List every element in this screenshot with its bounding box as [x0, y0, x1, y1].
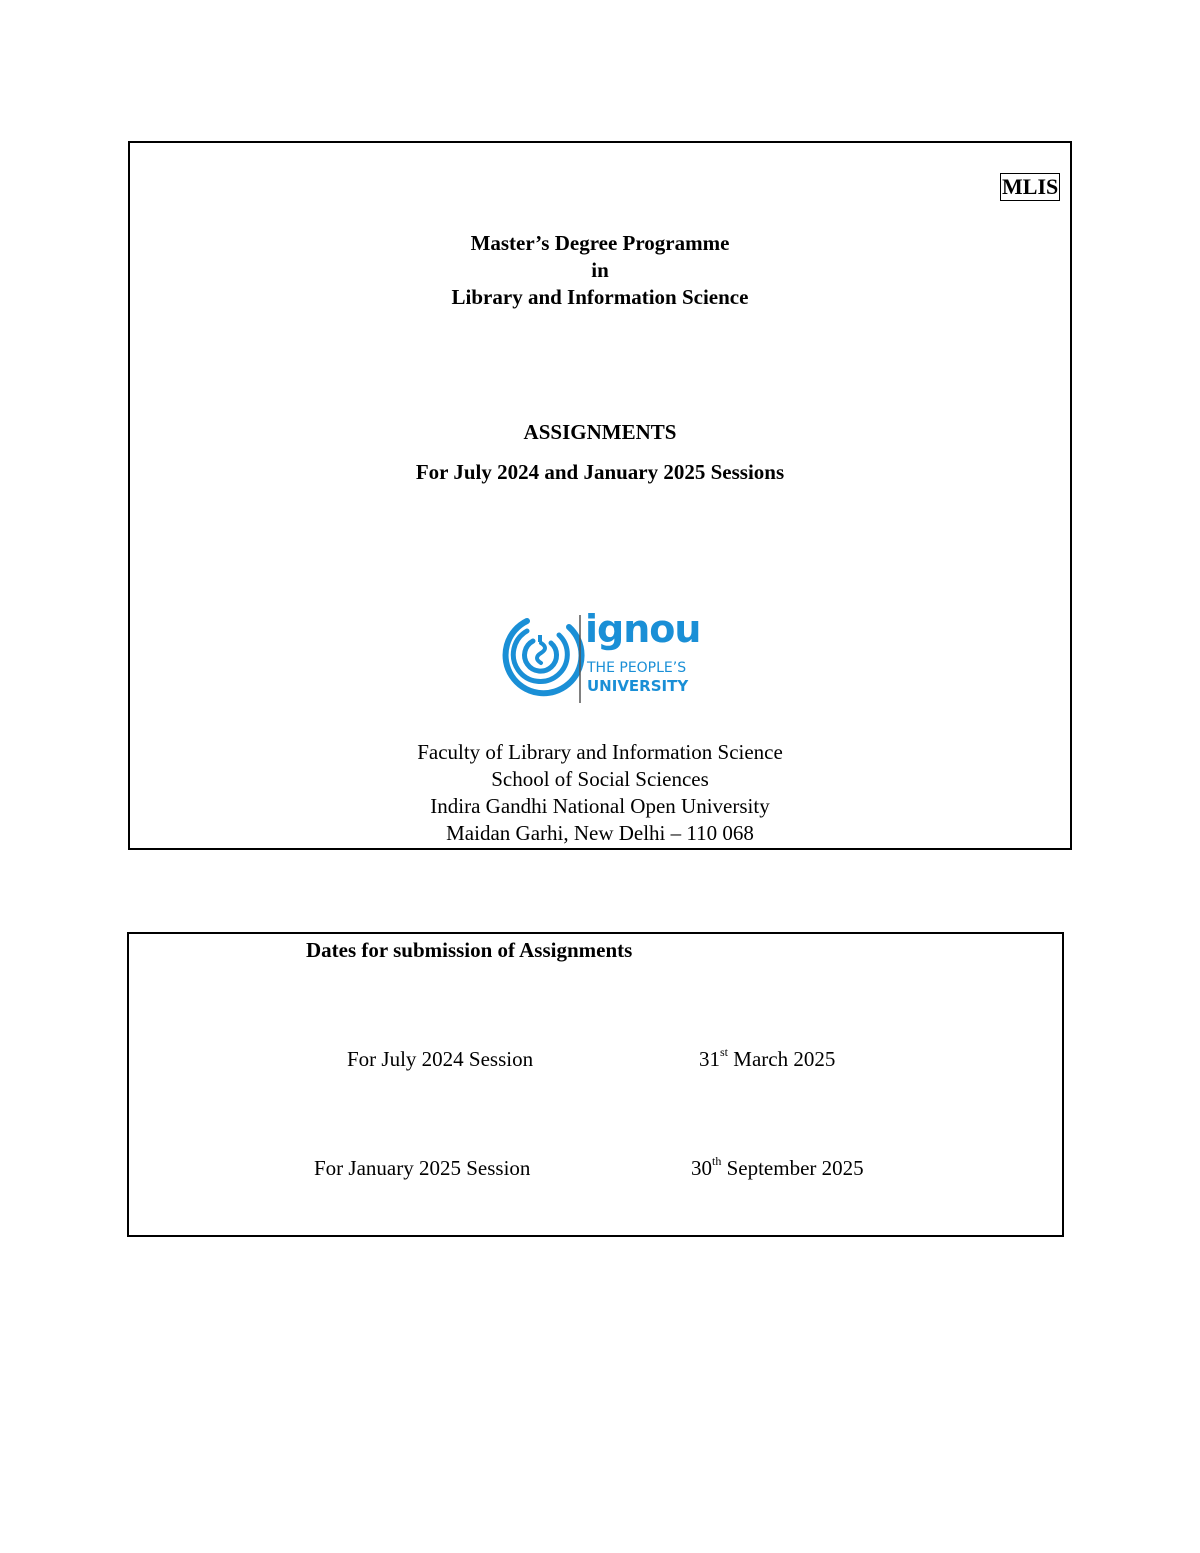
course-code: MLIS — [1002, 174, 1059, 199]
programme-line-2: in — [591, 258, 609, 282]
deadline-july: 31st March 2025 — [699, 1045, 836, 1071]
logo-tagline-2: UNIVERSITY — [587, 677, 689, 695]
programme-line-3: Library and Information Science — [451, 285, 749, 309]
address-line-1: Faculty of Library and Information Science — [417, 740, 783, 764]
address-line-2: School of Social Sciences — [491, 767, 709, 791]
address-line-3: Indira Gandhi National Open University — [430, 794, 770, 818]
deadline-january: 30th September 2025 — [691, 1154, 864, 1180]
submission-dates-box — [127, 932, 1064, 1237]
session-label-january: For January 2025 Session — [314, 1156, 531, 1180]
logo-tagline-1: THE PEOPLE’S — [587, 660, 687, 676]
address-line-4: Maidan Garhi, New Delhi – 110 068 — [446, 821, 754, 845]
ignou-logo — [497, 607, 701, 705]
session-label-july: For July 2024 Session — [347, 1047, 534, 1071]
sessions-line: For July 2024 and January 2025 Sessions — [415, 460, 785, 484]
cover-box — [128, 141, 1072, 850]
programme-line-1: Master’s Degree Programme — [470, 231, 730, 255]
submission-heading: Dates for submission of Assignments — [306, 938, 633, 962]
assignments-heading: ASSIGNMENTS — [523, 420, 677, 444]
ignou-wordmark: ignou — [585, 607, 701, 651]
